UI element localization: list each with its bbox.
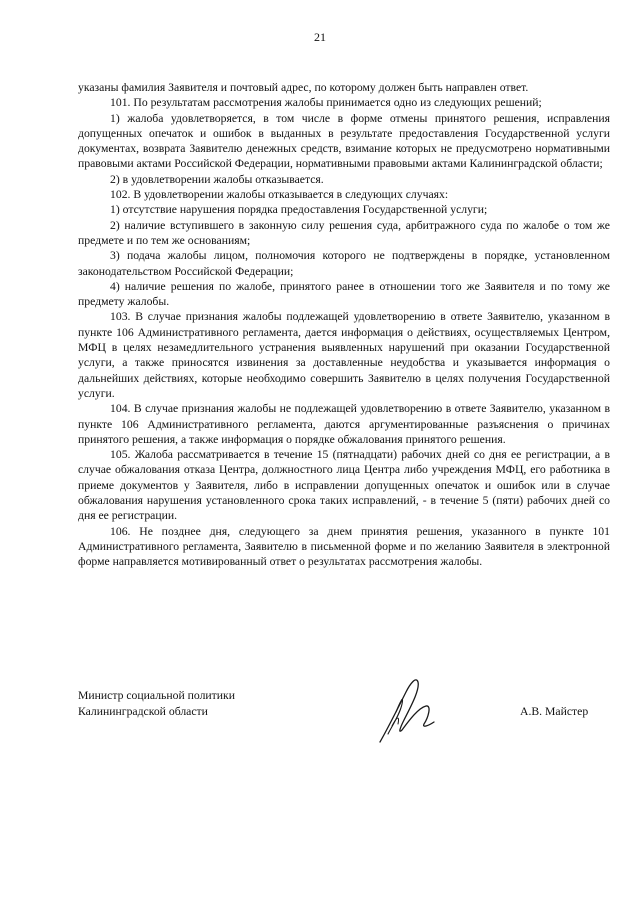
paragraph-101-item-2: 2) в удовлетворении жалобы отказывается. [110,172,324,186]
signatory-name: А.В. Майстер [520,704,589,718]
signatory-position [78,688,235,719]
paragraph-102-item-2: 2) наличие вступившего в законную силу решения суда, арбитражного суда по жалобе о том же предмете и по тем же основаниям; [78,218,610,247]
paragraph-102: 102. В удовлетворении жалобы отказывается в следующих случаях: [110,188,449,202]
paragraph-102-item-1: 1) отсутствие нарушения порядка предоставления Государственной услуги; [110,203,488,217]
paragraph-continuation: указаны фамилия Заявителя и почтовый адрес, по которому должен быть направлен ответ. [78,81,529,94]
signatory-position-line-1: Министр социальной политики [78,689,235,702]
paragraph-104: 104. В случае признания жалобы не подлежащей удовлетворению в ответе Заявителю, указанном в пункте 106 Административного регламента, даются аргументированные разъяснения о причинах принятого решения, а также информация о порядке обжалования принятого решения. [78,402,610,446]
page-number: 21 [314,30,326,44]
paragraph-102-item-3: 3) подача жалобы лицом, полномочия которого не подтверждены в порядке, установленном законодательством Российской Федерации; [78,249,610,278]
document-body [78,80,610,570]
paragraph-102-item-4: 4) наличие решения по жалобе, принятого ранее в отношении того же Заявителя и по тому же предмету жалобы. [78,279,610,309]
paragraph-101-item-1: 1) жалоба удовлетворяется, в том числе в форме отмены принятого решения, исправления допущенных опечаток и ошибок в выданных в результате предоставления Государственной услуги документах, возврата Заявителю денежных средств, взимание которых не предусмотрено нормативными правовыми актами Российской Федерации, нормативными правовыми актами Калининградской области; [78,111,610,171]
handwritten-signature [374,668,444,748]
paragraph-106: 106. Не позднее дня, следующего за днем принятия решения, указанного в пункте 101 Административного регламента, Заявителю в письменной форме и по желанию Заявителя в электронной форме направляется мотивированный ответ о результатах рассмотрения жалобы. [78,524,610,569]
paragraph-103: 103. В случае признания жалобы подлежащей удовлетворению в ответе Заявителю, указанном в пункте 106 Административного регламента, дается информация о действиях, осуществляемых Центром, МФЦ в целях незамедлительного устранения выявленных нарушений при оказании Государственной услуги, а также приносятся извинения за доставленные неудобства и указывается информация о дальнейших действиях, которые необходимо совершить Заявителю в целях получения Государственной услуги. [78,310,610,400]
paragraph-105: 105. Жалоба рассматривается в течение 15 (пятнадцати) рабочих дней со дня ее регистрации, а в случае обжалования отказа Центра, должностного лица Центра либо учреждения МФЦ, его работника в приеме документов у Заявителя, либо в исправлении допущенных опечаток и ошибок или в случае обжалования нарушения установленного срока таких исправлений, - в течение 5 (пяти) рабочих дней со дня ее регистрации. [78,448,610,523]
paragraph-101: 101. По результатам рассмотрения жалобы принимается одно из следующих решений; [110,96,542,110]
signatory-position-line-2: Калининградской области [78,704,208,718]
